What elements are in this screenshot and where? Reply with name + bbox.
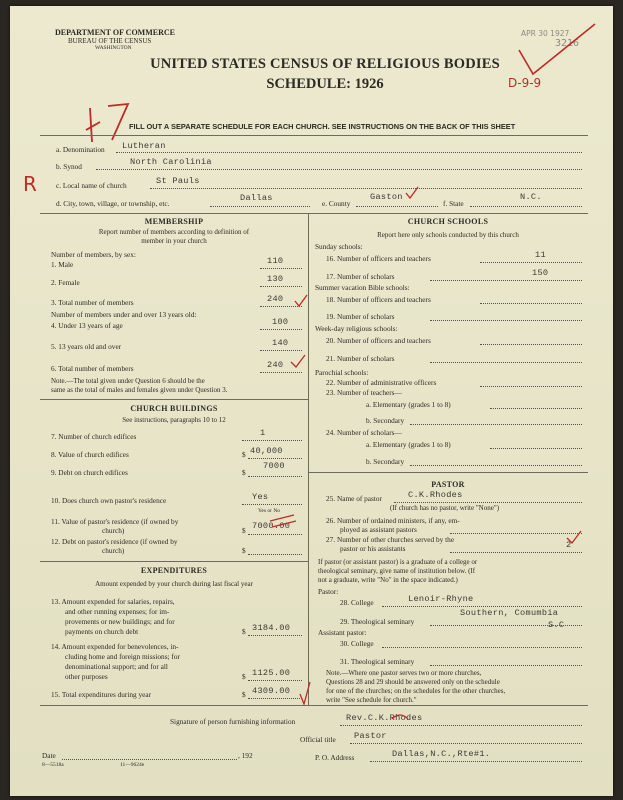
summer-schools-label: Summer vacation Bible schools:: [315, 283, 410, 292]
q27-value: 2: [566, 540, 572, 550]
graduate-note-3: not a graduate, write "No" in the space indicated.): [318, 576, 458, 584]
pastor-note-4: write "See schedule for church.": [326, 696, 417, 704]
q13-label-4: payments on church debt: [65, 627, 139, 636]
pastor-note: Note.—Where one pastor serves two or more churches,: [326, 669, 482, 677]
q18-label: 18. Number of officers and teachers: [326, 295, 431, 304]
q15-value: 4309.00: [252, 686, 291, 696]
total-members-label: 3. Total number of members: [51, 298, 134, 307]
signature-label: Signature of person furnishing information: [170, 717, 296, 726]
residence-debt-label-2: church): [102, 546, 125, 555]
q25-label: 25. Name of pastor: [326, 494, 382, 503]
city-value: Dallas: [240, 193, 273, 203]
pastor-note-3: for one of the churches; on the schedules for the other churches,: [326, 687, 506, 695]
residence-debt-label: 12. Debt on pastor's residence (if owned by: [51, 537, 178, 546]
q13-value: 3184.00: [252, 623, 291, 633]
weekday-schools-label: Week-day religious schools:: [315, 324, 398, 333]
schools-subtitle: Report here only schools conducted by this church: [377, 231, 519, 239]
q27-check-icon: [566, 530, 582, 546]
residence-debt-dollar: $: [242, 546, 246, 555]
bureau-city: WASHINGTON: [95, 45, 132, 51]
q23-label: 23. Number of teachers—: [326, 388, 402, 397]
edifices-debt-label: 9. Debt on church edifices: [51, 468, 128, 477]
q31-label: 31. Theological seminary: [340, 657, 415, 666]
received-stamp: APR 30 1927: [521, 29, 570, 38]
q17-label: 17. Number of scholars: [326, 272, 395, 281]
q13-dollar: $: [242, 627, 246, 636]
q15-label: 15. Total expenditures during year: [51, 690, 152, 699]
church-name-label: c. Local name of church: [56, 181, 127, 190]
schools-heading: CHURCH SCHOOLS: [407, 217, 489, 226]
official-title-value: Pastor: [354, 731, 387, 741]
assistant-subheading: Assistant pastor:: [318, 628, 367, 637]
q14-label: 14. Amount expended for benevolences, in-: [51, 642, 179, 651]
residence-value-label: 11. Value of pastor's residence (if owned by: [51, 517, 179, 526]
graduate-note: If pastor (or assistant pastor) is a graduate of a college or: [318, 558, 478, 566]
q14-label-3: denominational support; and for all: [65, 662, 168, 671]
q27-label: 27. Number of other churches served by the: [326, 535, 455, 544]
membership-heading: MEMBERSHIP: [144, 217, 204, 226]
q16-value: 11: [535, 250, 546, 260]
form-number-2: 11—9624e: [120, 762, 145, 768]
date-year: , 192: [238, 751, 253, 760]
signature-value: Rev.C.K.Rhodes: [346, 713, 423, 723]
dept-name: DEPARTMENT OF COMMERCE: [55, 28, 176, 37]
q16-label: 16. Number of officers and teachers: [326, 254, 431, 263]
synod-label: b. Synod: [56, 162, 82, 171]
total-check-icon: [294, 294, 308, 308]
q25-value: C.K.Rhodes: [408, 490, 463, 500]
q15-dollar: $: [242, 690, 246, 699]
state-label: f. State: [443, 199, 464, 208]
address-label: P. O. Address: [315, 753, 355, 762]
owns-residence-value: Yes: [252, 492, 269, 502]
membership-subtitle-2: member in your church: [141, 237, 207, 245]
q23b-label: b. Secondary: [366, 416, 405, 425]
edifices-value-amount: 40,000: [250, 446, 283, 456]
bureau-name: BUREAU OF THE CENSUS: [68, 37, 152, 45]
parochial-schools-label: Parochial schools:: [315, 368, 369, 377]
county-value: Gaston: [370, 192, 403, 202]
q24b-label: b. Secondary: [366, 457, 405, 466]
membership-note-2: same as the total of males and females given under Question 3.: [51, 386, 228, 394]
church-name-value: St Pauls: [156, 176, 200, 186]
q19-label: 19. Number of scholars: [326, 312, 395, 321]
county-label: e. County: [322, 199, 351, 208]
q29-value: Southern, Comumbia: [460, 608, 559, 618]
q29-value-2: S.C: [548, 620, 565, 630]
q20-label: 20. Number of officers and teachers: [326, 336, 431, 345]
q28-label: 28. College: [340, 598, 374, 607]
q25-note: (If church has no pastor, write "None"): [390, 504, 500, 512]
membership-note: Note.—The total given under Question 6 should be the: [51, 377, 205, 385]
edifices-value-label: 8. Value of church edifices: [51, 450, 129, 459]
residence-value-label-2: church): [102, 526, 125, 535]
county-check-icon: [405, 186, 419, 200]
form-number: 8—5518a: [42, 762, 64, 768]
q14-label-2: cluding home and foreign missions; for: [65, 652, 180, 661]
total-members-6-label: 6. Total number of members: [51, 364, 134, 373]
residence-value-amount: 7000.00: [252, 521, 291, 531]
schedule-title: SCHEDULE: 1926: [266, 76, 384, 92]
q29-label: 29. Theological seminary: [340, 617, 415, 626]
denomination-label: a. Denomination: [56, 145, 105, 154]
pastor-heading: PASTOR: [431, 480, 465, 489]
state-value: N.C.: [520, 192, 542, 202]
address-value: Dallas,N.C.,Rte#1.: [392, 749, 491, 759]
expenditures-subtitle: Amount expended by your church during last fiscal year: [95, 580, 253, 588]
synod-value: North Carolinia: [130, 157, 212, 167]
under-13-value: 100: [272, 317, 289, 327]
buildings-heading: CHURCH BUILDINGS: [130, 404, 218, 413]
q13-label-3: provements or new buildings; and for: [65, 617, 175, 626]
total-members-6-value: 240: [267, 360, 284, 370]
sunday-schools-label: Sunday schools:: [315, 242, 363, 251]
debt-dollar: $: [242, 468, 246, 477]
q24a-label: a. Elementary (grades 1 to 8): [366, 440, 451, 449]
q21-label: 21. Number of scholars: [326, 354, 395, 363]
members-by-sex-label: Number of members, by sex:: [51, 250, 136, 259]
q13-label-2: and other running expenses; for im-: [65, 607, 170, 616]
total-expenditures-check-icon: [298, 680, 312, 706]
q24-label: 24. Number of scholars—: [326, 428, 402, 437]
edifices-debt-value: 7000: [263, 461, 285, 471]
q28-value: Lenoir-Rhyne: [408, 594, 474, 604]
membership-subtitle: Report number of members according to definition of: [98, 228, 250, 236]
code-mark-icon: [82, 100, 134, 146]
over-13-label: 5. 13 years old and over: [51, 342, 122, 351]
under-13-label: 4. Under 13 years of age: [51, 321, 123, 330]
residence-check-icon: [268, 511, 298, 531]
signature-correction-icon: [390, 711, 410, 723]
file-code-mark: D-9-9: [508, 76, 542, 90]
instruction-banner: FILL OUT A SEPARATE SCHEDULE FOR EACH CHURCH. SEE INSTRUCTIONS ON THE BACK OF THIS SHEET: [129, 122, 516, 131]
q30-label: 30. College: [340, 639, 374, 648]
q17-value: 150: [532, 268, 549, 278]
total6-check-icon: [290, 354, 306, 370]
q27-label-2: pastor or his assistants: [340, 544, 406, 553]
r-mark: R: [23, 172, 37, 196]
graduate-note-2: theological seminary, give name of institution below. (If: [318, 567, 476, 575]
owns-residence-label: 10. Does church own pastor's residence: [51, 496, 167, 505]
pastor-note-2: Questions 28 and 29 should be answered only on the schedule: [326, 678, 500, 686]
page-title: UNITED STATES CENSUS OF RELIGIOUS BODIES: [150, 56, 500, 72]
total-members-value: 240: [267, 294, 284, 304]
over-13-value: 140: [272, 338, 289, 348]
q14-value: 1125.00: [252, 668, 291, 678]
yes-no-hint: Yes or No: [258, 508, 281, 514]
q13-label: 13. Amount expended for salaries, repairs,: [51, 597, 175, 606]
official-title-label: Official title: [300, 735, 336, 744]
residence-dollar: $: [242, 526, 246, 535]
q23a-label: a. Elementary (grades 1 to 8): [366, 400, 451, 409]
q14-dollar: $: [242, 672, 246, 681]
pastor-subheading: Pastor:: [318, 587, 339, 596]
city-label: d. City, town, village, or township, etc.: [56, 199, 170, 208]
denomination-value: Lutheran: [122, 141, 166, 151]
edifices-dollar: $: [242, 450, 246, 459]
q26-label: 26. Number of ordained ministers, if any, em-: [326, 516, 460, 525]
buildings-subtitle: See instructions, paragraphs 10 to 12: [122, 416, 226, 424]
q14-label-4: other purposes: [65, 672, 108, 681]
checkmark-icon: [515, 20, 600, 80]
edifices-value: 1: [260, 428, 266, 438]
female-value: 130: [267, 274, 284, 284]
male-label: 1. Male: [51, 260, 74, 269]
census-schedule-sheet: [10, 6, 613, 796]
edifices-label: 7. Number of church edifices: [51, 432, 137, 441]
female-label: 2. Female: [51, 278, 80, 287]
q26-label-2: ployed as assistant pastors: [340, 525, 417, 534]
male-value: 110: [267, 256, 284, 266]
stamp-number: 3216: [555, 38, 580, 49]
expenditures-heading: EXPENDITURES: [140, 566, 208, 575]
date-label: Date: [42, 751, 56, 760]
members-by-age-label: Number of members under and over 13 years old:: [51, 310, 197, 319]
q22-label: 22. Number of administrative officers: [326, 378, 437, 387]
